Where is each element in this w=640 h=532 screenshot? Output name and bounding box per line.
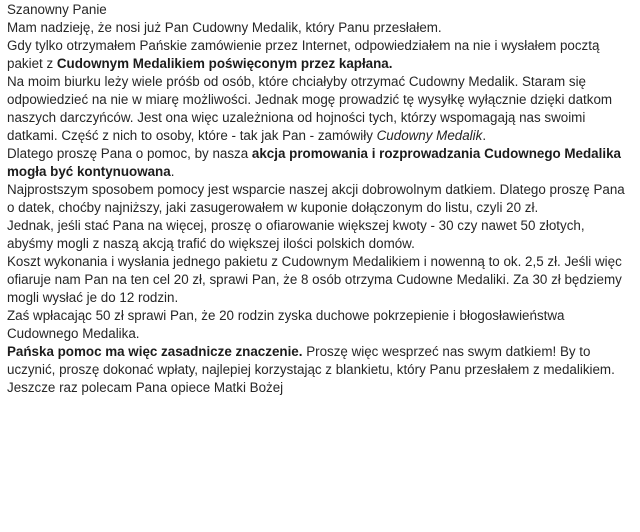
- paragraph-4: [7, 145, 633, 181]
- paragraph-9-text: Proszę więc wesprzeć nas swym datkiem! By to uczynić, proszę dokonać wpłaty, najlepiej korzystając z blankietu, który Panu przesłałem z medalikiem.: [7, 344, 615, 377]
- paragraph-9: [7, 343, 633, 379]
- paragraph-10: Jeszcze raz polecam Pana opiece Matki Bożej: [7, 380, 284, 395]
- paragraph-2: [7, 37, 633, 73]
- paragraph-6: Jednak, jeśli stać Pana na więcej, proszę o ofiarowanie większej kwoty - 30 czy nawet 50 złotych, abyśmy mogli z naszą akcją trafić do większej ilości polskich domów.: [7, 218, 585, 251]
- paragraph-7: Koszt wykonania i wysłania jednego pakietu z Cudownym Medalikiem i nowenną to ok. 2,5 zł. Jeśli więc ofiaruje nam Pan na ten cel 20 zł, sprawi Pan, że 8 osób otrzyma Cudowne Medaliki. Za 30 zł będziemy mogli wysłać je do 12 rodzin.: [7, 254, 622, 305]
- paragraph-3-italic: Cudowny Medalik: [376, 128, 483, 143]
- paragraph-2-bold: Cudownym Medalikiem poświęconym przez kapłana.: [56, 56, 393, 71]
- paragraph-1: Mam nadzieję, że nosi już Pan Cudowny Medalik, który Panu przesłałem.: [7, 20, 442, 35]
- paragraph-4-end: .: [170, 164, 175, 179]
- paragraph-9-bold: Pańska pomoc ma więc zasadnicze znaczenie.: [7, 344, 303, 359]
- paragraph-3-end: .: [482, 128, 487, 143]
- letter-greeting: Szanowny Panie: [7, 2, 107, 17]
- paragraph-3: [7, 73, 633, 145]
- paragraph-4-text: Dlatego proszę Pana o pomoc, by nasza: [7, 146, 252, 161]
- paragraph-5: Najprostszym sposobem pomocy jest wsparcie naszej akcji dobrowolnym datkiem. Dlatego proszę Pana o datek, choćby najniższy, jaki zasugerowałem w kuponie dołączonym do listu, czyli 20 zł.: [7, 182, 625, 215]
- paragraph-8: Zaś wpłacając 50 zł sprawi Pan, że 20 rodzin zyska duchowe pokrzepienie i błogosławieństwa Cudownego Medalika.: [7, 308, 565, 341]
- paragraph-3-text: Na moim biurku leży wiele próśb od osób, które chciałyby otrzymać Cudowny Medalik. Staram się odpowiedzieć na nie w miarę możliwości. Jednak mogę prowadzić tę wysyłkę wyłącznie dzięki datkom naszych darczyńców. Jest ona więc uzależniona od hojności tych, którzy wspomagają nas swoimi datkami. Część z nich to osoby, które - tak jak Pan - zamówiły: [7, 74, 613, 143]
- paragraph-4-bold: akcja promowania i rozprowadzania Cudownego Medalika mogła być kontynuowana: [7, 146, 621, 179]
- paragraph-2-text: Gdy tylko otrzymałem Pańskie zamówienie przez Internet, odpowiedziałem na nie i wysłałem pocztą pakiet z: [7, 38, 600, 71]
